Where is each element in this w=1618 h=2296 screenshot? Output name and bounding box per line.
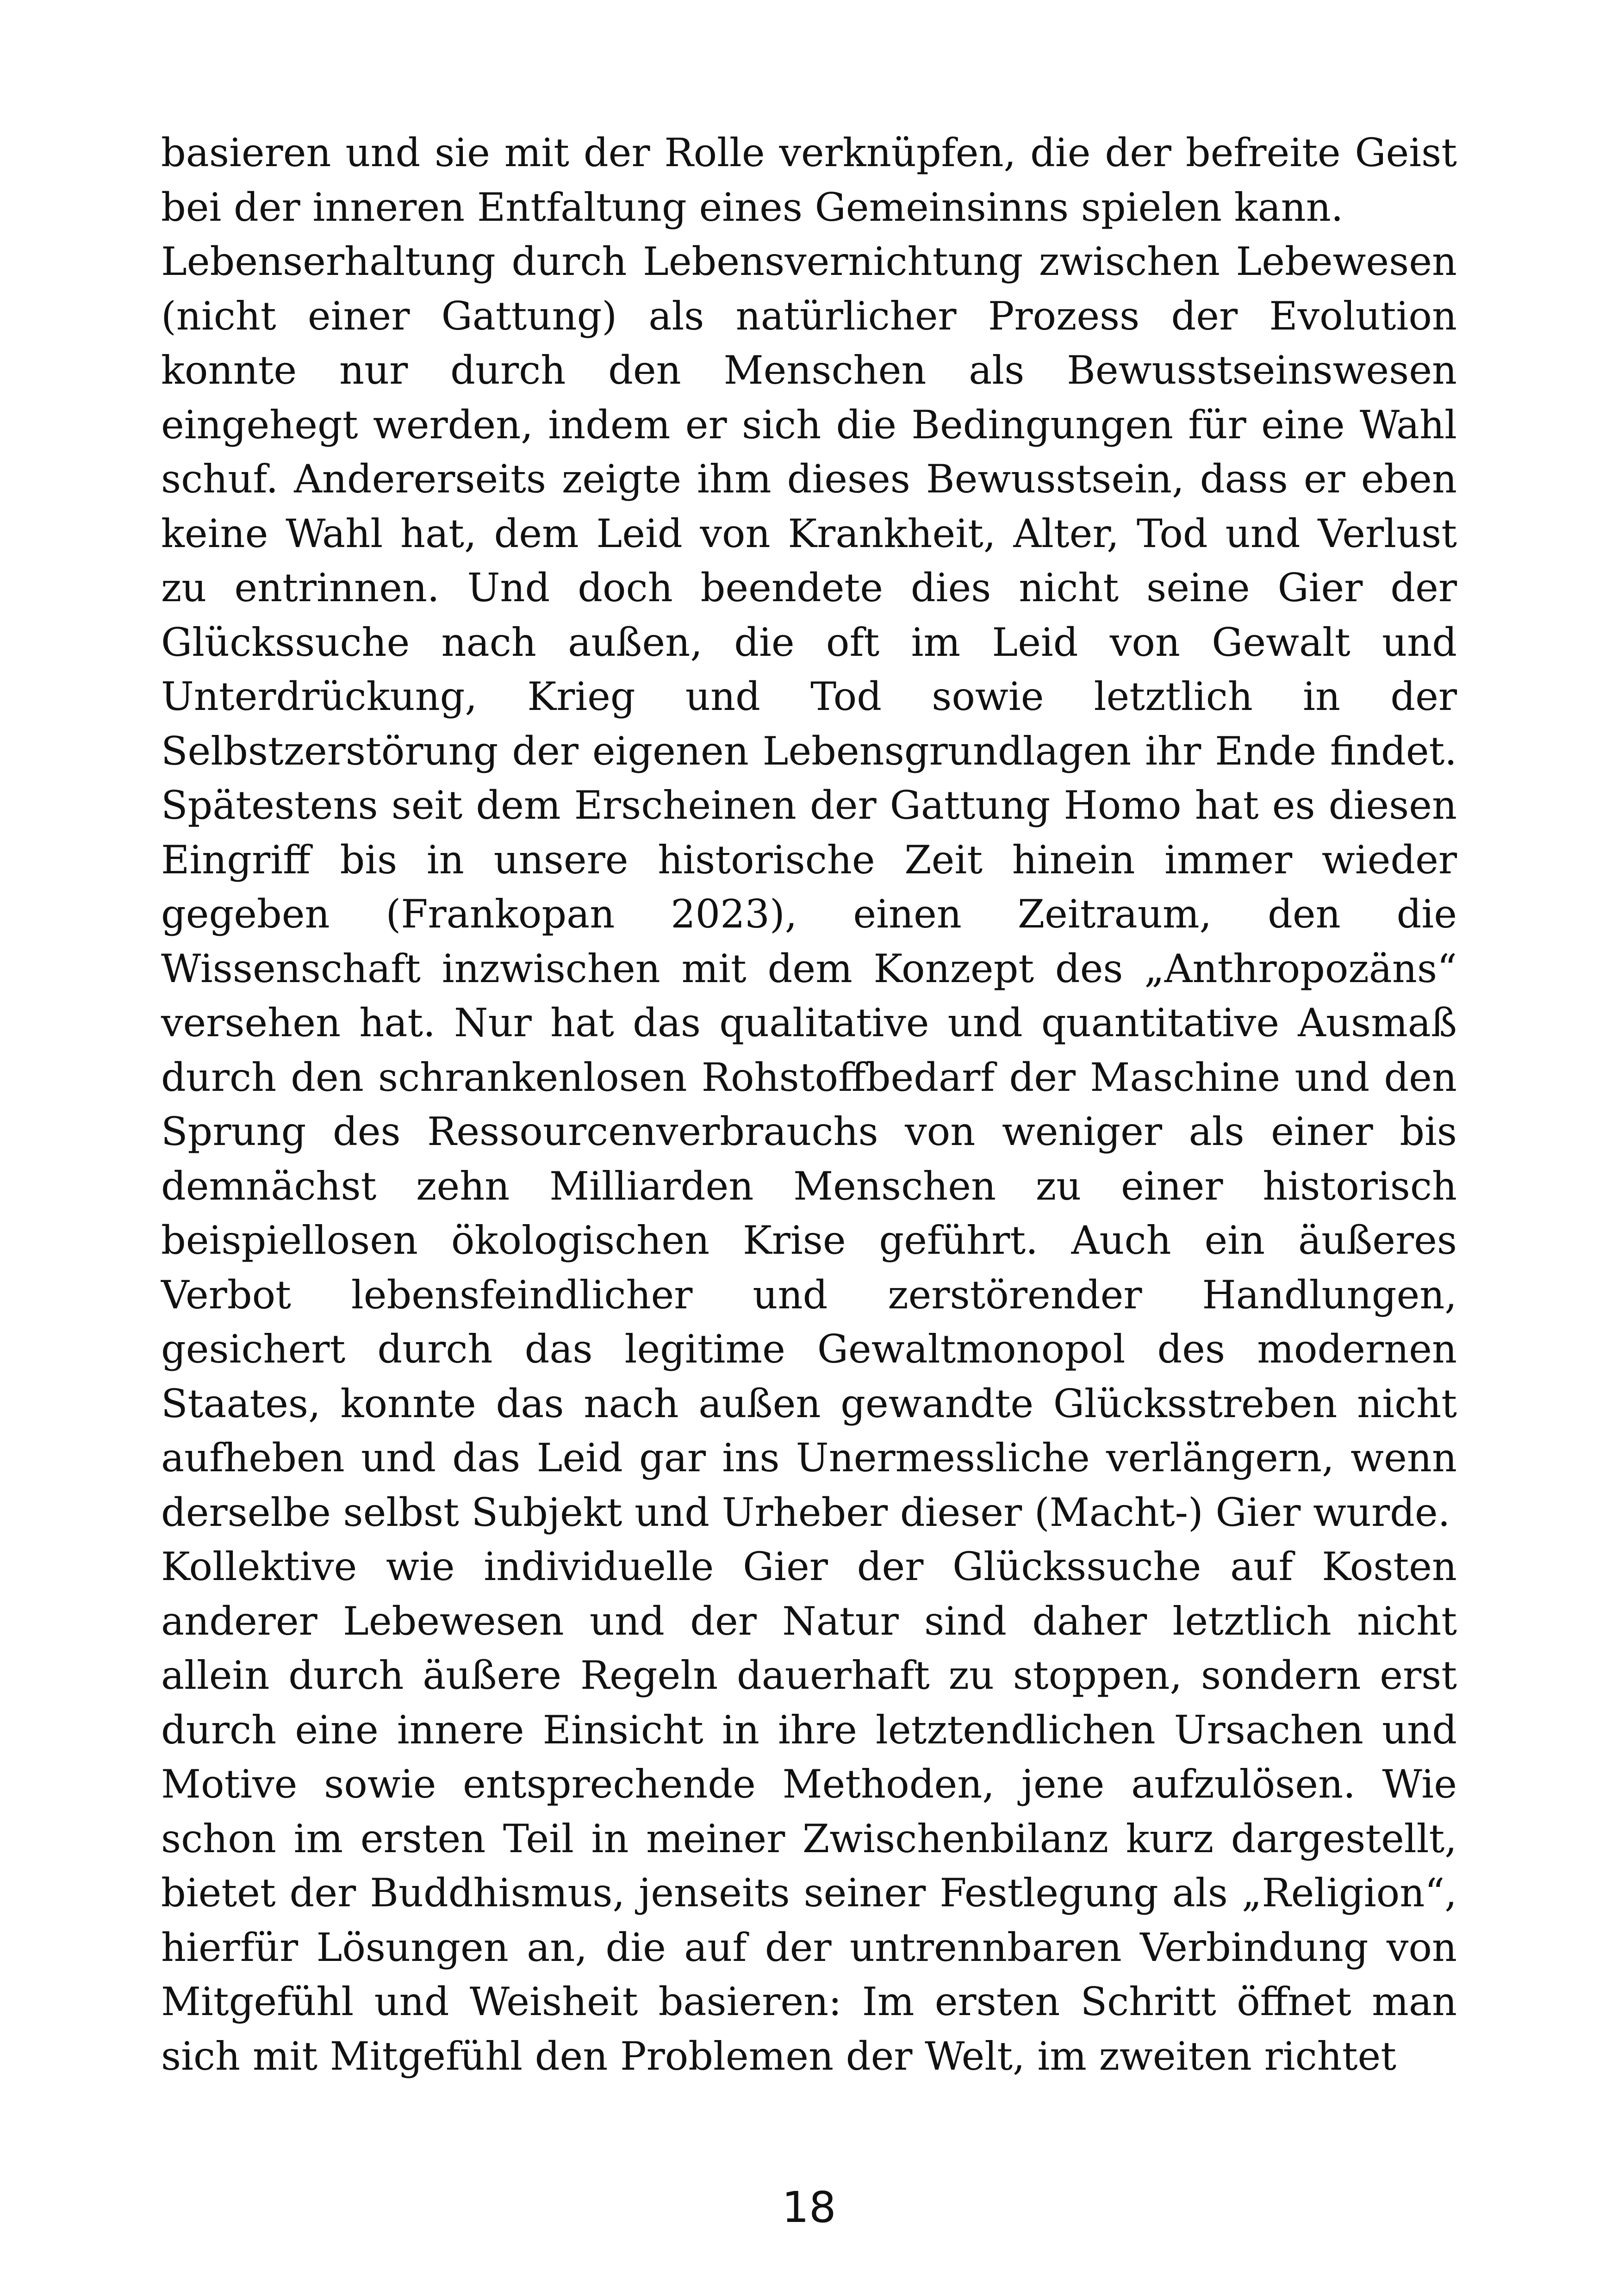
paragraph-3: Kollektive wie individuelle Gier der Glückssuche auf Kosten anderer Lebewesen und der Natur sind daher letztlich nicht allein durch äußere Regeln dauerhaft zu stoppen, sondern erst durch eine innere Einsicht in ihre letztendlichen Ursachen und Motive sowie entsprechende Methoden, jene aufzulösen. Wie schon im ersten Teil in meiner Zwischenbilanz kurz dargestellt, bietet der Buddhismus, jenseits seiner Festlegung als „Religion“, hierfür Lösungen an, die auf der untrennbaren Verbindung von Mitgefühl und Weisheit basieren: Im ersten Schritt öffnet man sich mit Mitgefühl den Problemen der Welt, im zweiten richtet [161,1544,1457,2079]
paragraph-2: Lebenserhaltung durch Lebensvernichtung zwischen Lebewesen (nicht einer Gattung) als natürlicher Prozess der Evolution konnte nur durch den Menschen als Bewusstseinswesen eingehegt werden, indem er sich die Bedingungen für eine Wahl schuf. Andererseits zeigte ihm dieses Bewusstsein, dass er eben keine Wahl hat, dem Leid von Krankheit, Alter, Tod und Verlust zu entrinnen. Und doch beendete dies nicht seine Gier der Glückssuche nach außen, die oft im Leid von Gewalt und Unterdrückung, Krieg und Tod sowie letztlich in der Selbstzerstörung der eigenen Lebensgrundlagen ihr Ende findet. Spätestens seit dem Erscheinen der Gattung Homo hat es diesen Eingriff bis in unsere historische Zeit hinein immer wieder gegeben (Frankopan 2023), einen Zeitraum, den die Wissenschaft inzwischen mit dem Konzept des „Anthropozäns“ versehen hat. Nur hat das qualitative und quantitative Ausmaß durch den schrankenlosen Rohstoffbedarf der Maschine und den Sprung des Ressourcenverbrauchs von weniger als einer bis demnächst zehn Milliarden Menschen zu einer historisch beispiellosen ökologischen Krise geführt. Auch ein äußeres Verbot lebensfeindlicher und zerstörender Handlungen, gesichert durch das legitime Gewaltmonopol des modernen Staates, konnte das nach außen gewandte Glücksstreben nicht aufheben und das Leid gar ins Unermessliche verlängern, wenn derselbe selbst Subjekt und Urheber dieser (Macht-) Gier wurde. [161,239,1457,1535]
page-number: 18 [782,2183,836,2232]
paragraph-1: basieren und sie mit der Rolle verknüpfen, die der befreite Geist bei der inneren Entfaltung eines Gemeinsinns spielen kann. [161,130,1457,230]
body-text [161,126,1457,2084]
